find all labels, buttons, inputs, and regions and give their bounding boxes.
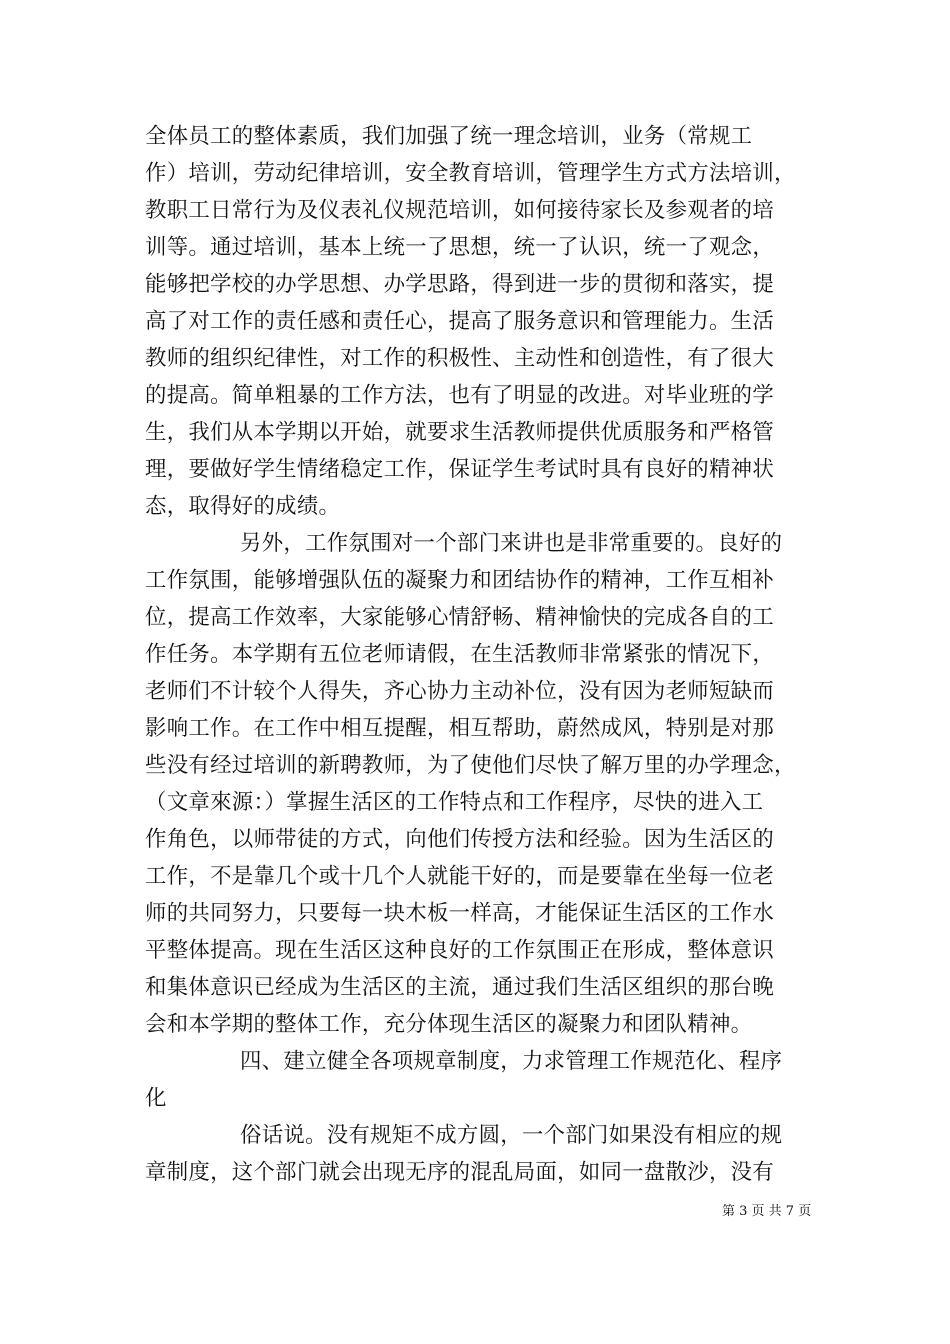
text-line: 的提高。简单粗暴的工作方法，也有了明显的改进。对毕业班的学 — [145, 383, 775, 408]
text-line: 工作，不是靠几个或十几个人就能干好的，而是要靠在坐每一位老 — [145, 864, 775, 889]
text-line: 平整体提高。现在生活区这种良好的工作氛围正在形成，整体意识 — [145, 938, 775, 963]
text-line: 理，要做好学生情绪稳定工作，保证学生考试时具有良好的精神状 — [145, 457, 775, 482]
text-line: 训等。通过培训，基本上统一了思想，统一了认识，统一了观念， — [145, 235, 775, 260]
text-line: 全体员工的整体素质，我们加强了统一理念培训，业务（常规工 — [145, 124, 753, 149]
text-line: 师的共同努力，只要每一块木板一样高，才能保证生活区的工作水 — [145, 901, 775, 926]
text-line: 会和本学期的整体工作，充分体现生活区的凝聚力和团队精神。 — [145, 1012, 753, 1037]
text-line: 章制度，这个部门就会出现无序的混乱局面，如同一盘散沙，没有 — [145, 1160, 775, 1185]
text-line: 影响工作。在工作中相互提醒，相互帮助，蔚然成风，特别是对那 — [145, 716, 775, 741]
section-heading: 四、建立健全各项规章制度，力求管理工作规范化、程序 — [240, 1049, 783, 1074]
section-heading-continued: 化 — [145, 1086, 167, 1111]
paragraph-first-line: 另外，工作氛围对一个部门来讲也是非常重要的。良好的 — [240, 531, 783, 556]
text-line: 老师们不计较个人得失，齐心协力主动补位，没有因为老师短缺而 — [145, 679, 775, 704]
text-line: 和集体意识已经成为生活区的主流，通过我们生活区组织的那台晚 — [145, 975, 775, 1000]
text-line: 位，提高工作效率，大家能够心情舒畅、精神愉快的完成各自的工 — [145, 605, 775, 630]
text-line: 态，取得好的成绩。 — [145, 494, 341, 519]
text-line: 教职工日常行为及仪表礼仪规范培训，如何接待家长及参观者的培 — [145, 198, 775, 223]
text-line: 些没有经过培训的新聘教师，为了使他们尽快了解万里的办学理念， — [145, 753, 796, 778]
paragraph-first-line: 俗话说。没有规矩不成方圆，一个部门如果没有相应的规 — [240, 1123, 783, 1148]
text-line: （文章來源：）掌握生活区的工作特点和工作程序，尽快的进入工 — [145, 790, 764, 815]
text-line: 生，我们从本学期以开始，就要求生活教师提供优质服务和严格管 — [145, 420, 775, 445]
text-line: 工作氛围，能够增强队伍的凝聚力和团结协作的精神，工作互相补 — [145, 568, 775, 593]
text-line: 作）培训，劳动纪律培训，安全教育培训，管理学生方式方法培训， — [145, 161, 796, 186]
text-line: 教师的组织纪律性，对工作的积极性、主动性和创造性，有了很大 — [145, 346, 775, 371]
text-line: 作任务。本学期有五位老师请假，在生活教师非常紧张的情况下， — [145, 642, 775, 667]
text-line: 能够把学校的办学思想、办学思路，得到进一步的贯彻和落实，提 — [145, 272, 775, 297]
text-line: 作角色，以师带徒的方式，向他们传授方法和经验。因为生活区的 — [145, 827, 775, 852]
text-line: 高了对工作的责任感和责任心，提高了服务意识和管理能力。生活 — [145, 309, 775, 334]
page-number-footer: 第 3 页 共 7 页 — [722, 1204, 812, 1219]
